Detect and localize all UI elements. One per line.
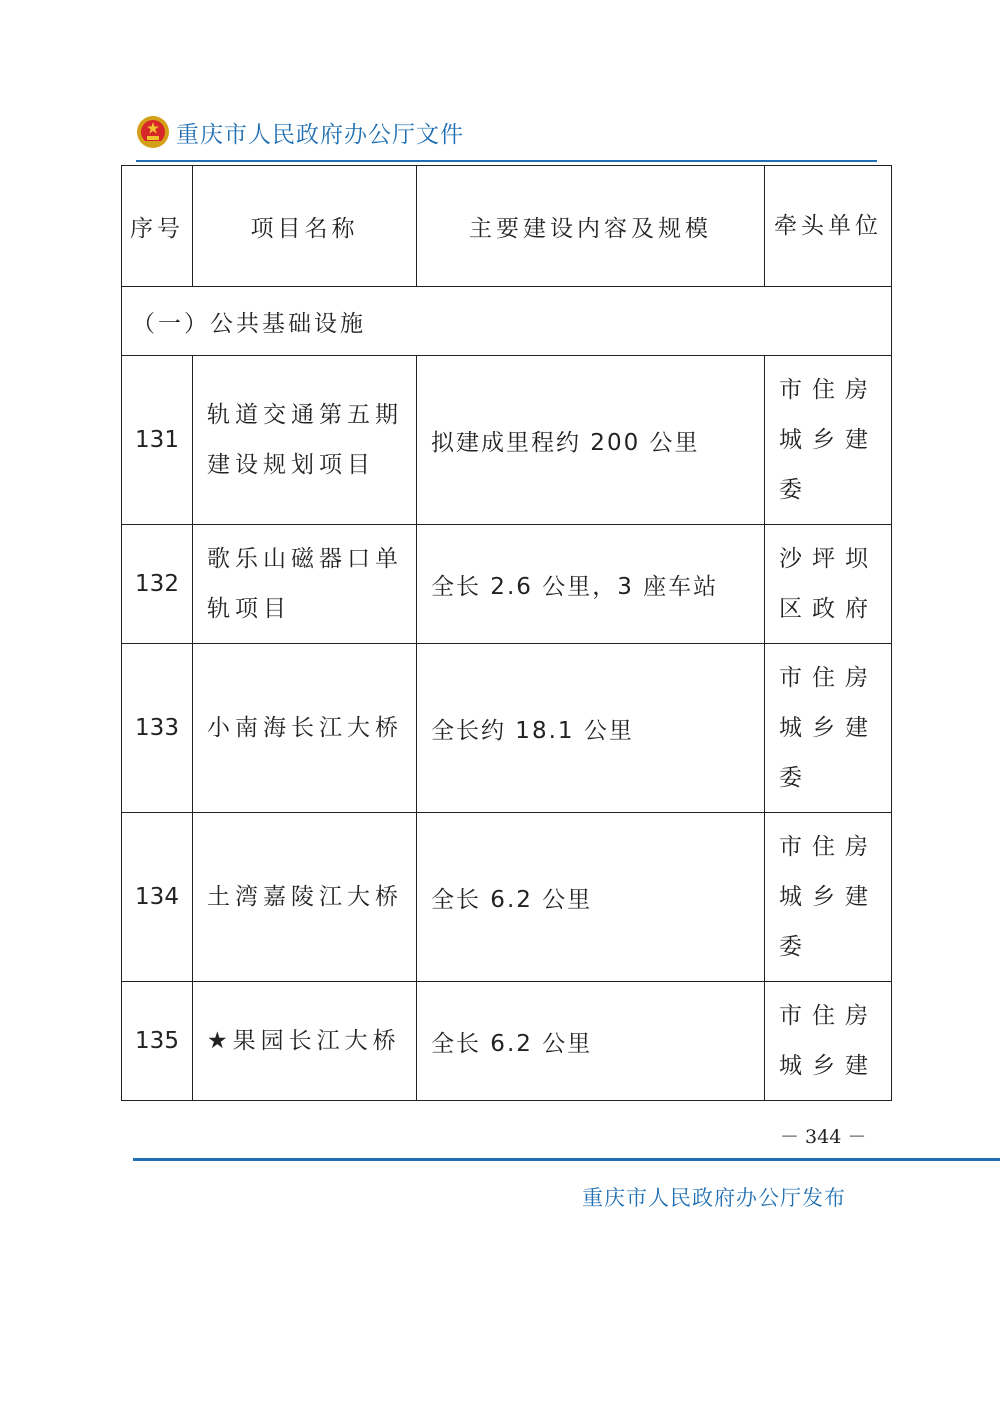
row-project-name: 歌乐山磁器口单轨项目 (193, 525, 417, 644)
column-header-name: 项目名称 (193, 166, 417, 287)
row-number: 132 (122, 525, 193, 644)
row-number: 134 (122, 813, 193, 982)
section-title: （一）公共基础设施 (122, 287, 892, 356)
table-row (122, 813, 892, 982)
row-project-name: 轨道交通第五期建设规划项目 (193, 356, 417, 525)
row-content: 全长 6.2 公里 (417, 982, 765, 1101)
row-number: 131 (122, 356, 193, 525)
row-number: 135 (122, 982, 193, 1101)
column-header-content: 主要建设内容及规模 (417, 166, 765, 287)
row-content: 全长 2.6 公里，3 座车站 (417, 525, 765, 644)
national-emblem-icon (136, 115, 170, 149)
row-lead-unit: 市住房城乡建委 (765, 813, 892, 982)
row-project-name: ★果园长江大桥 (193, 982, 417, 1101)
project-table (121, 165, 892, 1101)
row-content: 全长约 18.1 公里 (417, 644, 765, 813)
table-row (122, 982, 892, 1101)
row-content: 拟建成里程约 200 公里 (417, 356, 765, 525)
table-row (122, 644, 892, 813)
page-number: － 344 － (780, 1126, 867, 1148)
document-header (136, 110, 464, 154)
row-lead-unit: 市住房城乡建 (765, 982, 892, 1101)
header-title: 重庆市人民政府办公厅文件 (176, 121, 464, 148)
row-lead-unit: 沙坪坝区政府 (765, 525, 892, 644)
column-header-unit: 牵头单位 (765, 166, 892, 287)
row-content: 全长 6.2 公里 (417, 813, 765, 982)
footer-text: 重庆市人民政府办公厅发布 (582, 1186, 846, 1210)
footer-rule (133, 1158, 1000, 1161)
section-row (122, 287, 892, 356)
row-number: 133 (122, 644, 193, 813)
table-row (122, 525, 892, 644)
header-rule (136, 160, 877, 162)
column-header-number: 序号 (122, 166, 193, 287)
row-lead-unit: 市住房城乡建委 (765, 644, 892, 813)
row-project-name: 小南海长江大桥 (193, 644, 417, 813)
table-row (122, 356, 892, 525)
table-header-row (122, 166, 892, 287)
row-project-name: 土湾嘉陵江大桥 (193, 813, 417, 982)
row-lead-unit: 市住房城乡建委 (765, 356, 892, 525)
